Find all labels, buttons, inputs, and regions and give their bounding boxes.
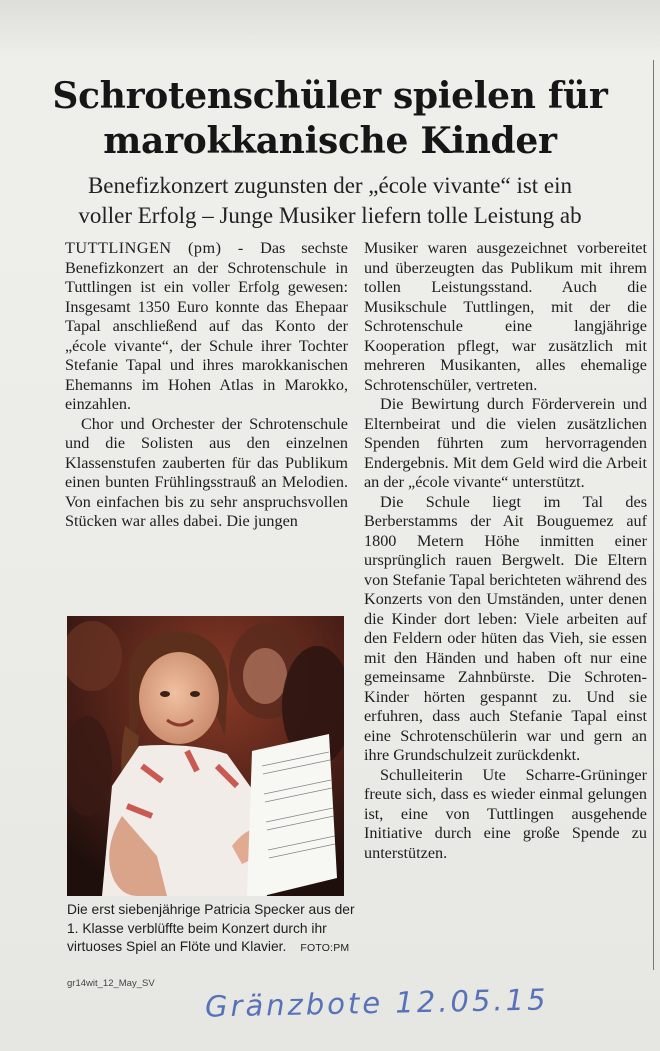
right-column [364,239,647,863]
paragraph-2: Chor und Orchester der Schrotenschule und die Solisten aus den einzelnen Klassenstufen zauberten für das Publikum einen bunten Frühlingsstrauß an Melodien. Von einfachen bis zu sehr anspruchsvollen Stücken war alles dabei. Die jungen [65,414,348,530]
column-rule [653,60,654,970]
paragraph-1-text: Das sechste Benefizkonzert an der Schrotenschule in Tuttlingen ist ein voller Erfolg gewesen: Insgesamt 1350 Euro konnte das Ehepaar Tapal anschließend auf das Konto der „école vivante“, der Schule ihrer Tochter Stefanie Tapal und ihres marokkanischen Ehemanns im Hohen Atlas in Marokko, einzahlen. [65,239,348,413]
handwritten-source-note: Gränzbote 12.05.15 [204,982,549,1024]
archive-code: gr14wit_12_May_SV [67,978,155,989]
photo-girl-with-sheet-music [67,616,344,896]
concert-photo [67,616,344,896]
bleed-through-shadow [0,0,660,60]
paragraph-4: Die Bewirtung durch Förderverein und Elternbeirat und die vielen zusätzlichen Spenden führten zum hervorragenden Endergebnis. Mit dem Geld wird die Arbeit an der „école vivante“ unterstützt. [364,395,647,491]
photo-caption [67,901,357,958]
paragraph-3: Musiker waren ausgezeichnet vorbereitet und überzeugten das Publikum mit ihrem tollen Leistungsstand. Auch die Musikschule Tuttlingen, mit der die Schrotenschule eine langjährige Kooperation pflegt, war zusätzlich mit mehreren Musikanten, alles ehemalige Schrotenschüler, vertreten. [364,239,647,394]
left-column [65,239,348,532]
photo-credit: FOTO:PM [300,942,350,955]
paragraph-5: Die Schule liegt im Tal des Berberstamms der Ait Bouguemez auf 1800 Metern Höhe inmitten einer ursprünglich rauen Bergwelt. Die Eltern von Stefanie Tapal berichteten während des Konzerts von den Umständen, unter denen die Kinder dort leben: Viele arbeiten auf den Feldern oder hüten das Vieh, sie essen mit den Händen und haben oft nur eine gemeinsame Zahnbürste. Die Schroten-Kinder hörten gespannt zu. Und sie erfuhren, dass auch Stefanie Tapal einst eine Schrotenschülerin war und gern an ihre Grundschulzeit zurückdenkt. [364,492,647,764]
caption-text: Die erst siebenjährige Patricia Specker aus der 1. Klasse verblüffte beim Konzert durch ihr virtuoses Spiel an Flöte und Klavier. [67,902,355,955]
dateline: TUTTLINGEN (pm) - [65,239,261,257]
subheadline: Benefizkonzert zugunsten der „école vivante“ ist ein voller Erfolg – Junge Musiker liefern tolle Leistung ab [78,173,582,228]
headline: Schrotenschüler spielen für marokkanische Kinder [52,75,608,163]
paragraph-6: Schulleiterin Ute Scharre-Grüninger freute sich, dass es wieder einmal gelungen ist, eine von Tuttlingen ausgehende Initiative durch eine große Spende zu unterstützen. [364,765,647,862]
paragraph-1 [65,239,348,415]
